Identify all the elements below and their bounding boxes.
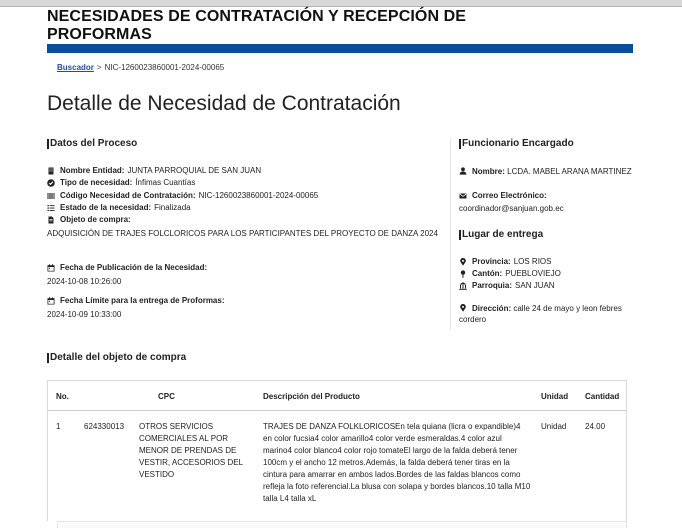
cell-no: 1 [56, 422, 61, 431]
building-icon [47, 167, 55, 175]
field-state [47, 202, 191, 213]
barcode-icon [47, 192, 55, 200]
calendar-icon [47, 264, 55, 272]
field-entity [47, 165, 261, 176]
browser-top-shadow [0, 6, 682, 7]
province-value: LOS RIOS [513, 257, 552, 266]
map-pin-icon [459, 304, 467, 312]
field-limit-date [47, 295, 228, 306]
field-official-name [459, 166, 639, 177]
column-divider [450, 138, 451, 330]
province-label: Provincia: [472, 257, 511, 266]
type-value: Ínfimas Cuantías [135, 178, 196, 187]
entity-value: JUNTA PARROQUIAL DE SAN JUAN [127, 166, 262, 175]
map-pin-icon [459, 258, 467, 266]
table-header-divider [48, 410, 626, 411]
section-bar-icon [459, 230, 461, 240]
cell-quantity: 24.00 [585, 422, 606, 431]
canton-value: PUEBLOVIEJO [505, 269, 561, 278]
object-label: Objeto de compra: [60, 215, 131, 224]
page-header-title: NECESIDADES DE CONTRATACIÓN Y RECEPCIÓN DE PROFORMAS [47, 8, 467, 43]
publication-date-value: 2024-10-08 10:26:00 [47, 277, 122, 286]
cell-cpc-code: 624330013 [84, 422, 125, 431]
cell-cpc-description: OTROS SERVICIOS COMERCIALES AL POR MENOR DE PRENDAS DE VESTIR, ACCESORIOS DEL VESTIDO [139, 422, 243, 479]
column-header-unit: Unidad [541, 392, 569, 401]
envelope-icon [459, 192, 467, 200]
column-header-no: No. [56, 392, 69, 401]
type-label: Tipo de necesidad: [60, 178, 133, 187]
official-name-value: LCDA. MABEL ARANA MARTINEZ [507, 167, 632, 176]
field-object [47, 214, 134, 225]
state-label: Estado de la necesidad: [60, 203, 152, 212]
field-canton [459, 268, 561, 279]
landmark-icon [459, 282, 467, 290]
field-publication-date [47, 262, 210, 273]
official-email-value: coordinador@sanjuan.gob.ec [459, 204, 564, 213]
field-parish [459, 280, 555, 291]
breadcrumb-separator: > [96, 63, 102, 72]
canton-label: Cantón: [472, 269, 503, 278]
column-header-quantity: Cantidad [585, 392, 620, 401]
code-label: Código Necesidad de Contratación: [60, 191, 196, 200]
state-value: Finalizada [154, 203, 191, 212]
section-title-official: Funcionario Encargado [459, 138, 574, 149]
field-province [459, 256, 551, 267]
field-official-email [459, 190, 550, 201]
parish-value: SAN JUAN [515, 281, 555, 290]
column-header-cpc: CPC [158, 392, 175, 401]
section-bar-icon [47, 353, 49, 363]
limit-date-value: 2024-10-09 10:33:00 [47, 310, 122, 319]
code-value: NIC-1260023860001-2024-00065 [198, 191, 319, 200]
column-header-description: Descripción del Producto [263, 392, 360, 401]
cell-product-description: TRAJES DE DANZA FOLKLORICOSEn tela quiana (licra o expandible)4 en color fucsia4 color amarillo4 color verde esmeraldas.4 color azul marino4 color blanco4 color rojo tomateEl largo de la falda deberá tener 100cm y el ancho 12 metros.Además, la falda deberá tener tiras en la cintura para amarrar en ambos lados.Bordes de las faldas blancos como refleja la foto referencial.La blusa con solapa y bordes blancos.10 talla M10 talla L4 talla xL [263, 422, 531, 503]
document-icon [47, 216, 55, 224]
official-name-label: Nombre: [472, 167, 505, 176]
header-accent-bar [47, 44, 633, 53]
field-code [47, 190, 318, 201]
parish-label: Parroquia: [472, 281, 513, 290]
entity-label: Nombre Entidad: [60, 166, 125, 175]
user-icon [459, 167, 467, 175]
map-pin-icon [459, 270, 467, 278]
list-icon [47, 204, 55, 212]
limit-date-label: Fecha Límite para la entrega de Proformas: [60, 296, 225, 305]
cell-unit: Unidad [541, 422, 567, 431]
section-title-delivery: Lugar de entrega [459, 229, 543, 240]
field-address [459, 303, 631, 325]
breadcrumb-link-buscador[interactable]: Buscador [57, 63, 94, 72]
field-type [47, 177, 195, 188]
section-bar-icon [459, 139, 461, 149]
breadcrumb-current: NIC-1260023860001-2024-00065 [104, 63, 225, 72]
address-value: calle 24 de mayo y leon febres cordero [459, 304, 622, 324]
breadcrumb [57, 63, 224, 72]
section-title-process: Datos del Proceso [47, 138, 137, 149]
page-title: Detalle de Necesidad de Contratación [47, 92, 401, 115]
object-value: ADQUISICIÓN DE TRAJES FOLCLORICOS PARA LOS PARTICIPANTES DEL PROYECTO DE DANZA 2024 [47, 229, 438, 238]
address-label: Dirección: [472, 304, 512, 313]
section-bar-icon [47, 139, 49, 149]
section-title-detail: Detalle del objeto de compra [47, 352, 186, 363]
detail-table [47, 380, 627, 521]
official-email-label: Correo Electrónico: [472, 191, 547, 200]
calendar-icon [47, 297, 55, 305]
check-circle-icon [47, 179, 55, 187]
publication-date-label: Fecha de Publicación de la Necesidad: [60, 263, 208, 272]
